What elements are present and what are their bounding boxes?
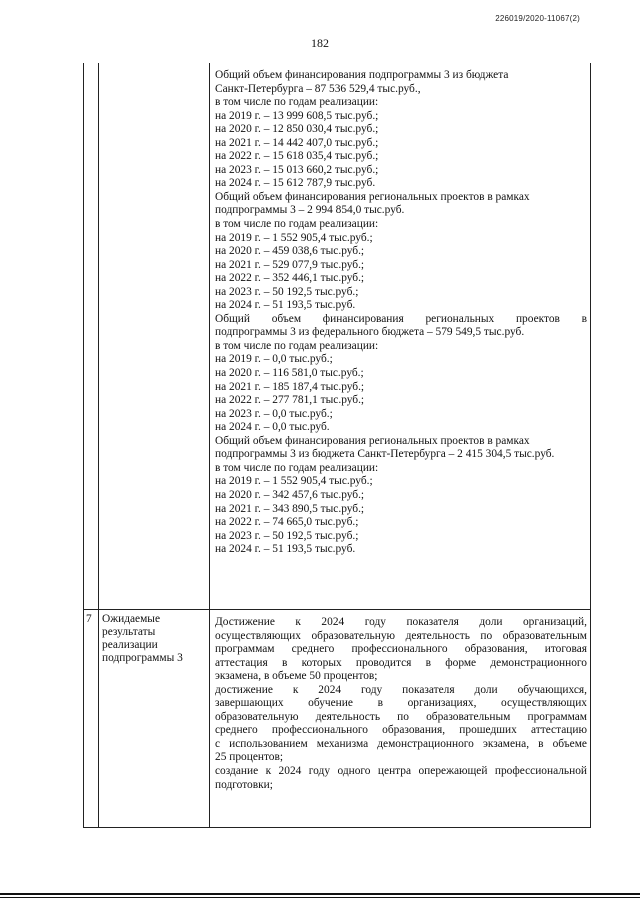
financing-line: Санкт-Петербурга – 87 536 529,4 тыс.руб.,	[215, 82, 421, 95]
financing-line: на 2024 г. – 51 193,5 тыс.руб.	[215, 543, 356, 556]
financing-line: на 2021 г. – 185 187,4 тыс.руб.;	[215, 380, 365, 393]
financing-line: подпрограммы 3 – 2 994 854,0 тыс.руб.	[215, 204, 405, 217]
results-line: с использованием механизма демонстрационного экзамена, в объеме	[215, 737, 587, 750]
table-border-bottom	[83, 827, 591, 828]
financing-line: в том числе по годам реализации:	[215, 96, 379, 109]
results-line: программам среднего профессионального образования, итоговая	[215, 643, 587, 656]
results-line: подготовки;	[215, 778, 273, 791]
results-line: аттестация в которых проводится в форме демонстрационного	[215, 656, 587, 669]
row-label: Ожидаемые результаты реализации подпрограммы 3	[102, 613, 183, 664]
financing-line: на 2023 г. – 50 192,5 тыс.руб.;	[215, 285, 359, 298]
results-line: среднего профессионального образования, прошедших аттестацию	[215, 724, 587, 737]
financing-line: на 2022 г. – 352 446,1 тыс.руб.;	[215, 272, 365, 285]
financing-line: подпрограммы 3 из федерального бюджета – 579 549,5 тыс.руб.	[215, 326, 525, 339]
row-number: 7	[86, 613, 92, 625]
results-line: Достижение к 2024 году показателя доли организаций,	[215, 616, 587, 628]
results-line: образовательную деятельность по образовательным программам	[215, 710, 587, 723]
financing-line: на 2021 г. – 529 077,9 тыс.руб.;	[215, 258, 365, 271]
financing-line: на 2019 г. – 13 999 608,5 тыс.руб.;	[215, 109, 379, 122]
page-number: 182	[311, 36, 329, 50]
financing-line: на 2024 г. – 15 612 787,9 тыс.руб.	[215, 177, 376, 190]
row-divider	[83, 609, 591, 610]
results-line: создание к 2024 году одного центра опережающей профессиональной	[215, 765, 587, 778]
financing-line: на 2020 г. – 116 581,0 тыс.руб.;	[215, 367, 364, 380]
financing-line: на 2022 г. – 277 781,1 тыс.руб.;	[215, 394, 365, 407]
financing-line: на 2020 г. – 342 457,6 тыс.руб.;	[215, 488, 365, 501]
financing-line: Общий объем финансирования региональных проектов в	[215, 312, 587, 325]
financing-line: на 2023 г. – 0,0 тыс.руб.;	[215, 407, 333, 420]
results-line: экзамена, в объеме 50 процентов;	[215, 670, 378, 683]
financing-line: на 2024 г. – 0,0 тыс.руб.	[215, 421, 330, 434]
financing-line: на 2023 г. – 15 013 660,2 тыс.руб.;	[215, 163, 379, 176]
footer-rule-thin	[0, 897, 640, 898]
financing-line: на 2019 г. – 1 552 905,4 тыс.руб.;	[215, 475, 373, 488]
table-border-right	[590, 63, 591, 828]
table-border-left	[83, 63, 84, 828]
results-cell	[215, 616, 587, 792]
footer-rule-thick	[0, 893, 640, 895]
financing-line: в том числе по годам реализации:	[215, 339, 379, 352]
results-line: завершающих обучение в организациях, осуществляющих	[215, 697, 587, 710]
results-line: достижение к 2024 году показателя доли обучающихся,	[215, 683, 587, 696]
column-divider-label	[209, 63, 210, 828]
financing-line: на 2019 г. – 1 552 905,4 тыс.руб.;	[215, 231, 373, 244]
financing-line: Общий объем финансирования региональных проектов в рамках	[215, 434, 530, 447]
results-line: осуществляющих образовательную деятельность по образовательным	[215, 629, 587, 642]
financing-line: Общий объем финансирования подпрограммы 3 из бюджета	[215, 69, 509, 81]
financing-line: на 2024 г. – 51 193,5 тыс.руб.	[215, 299, 356, 312]
financing-line: в том числе по годам реализации:	[215, 461, 379, 474]
financing-line: на 2022 г. – 74 665,0 тыс.руб.;	[215, 516, 359, 529]
financing-line: на 2023 г. – 50 192,5 тыс.руб.;	[215, 529, 359, 542]
financing-line: на 2019 г. – 0,0 тыс.руб.;	[215, 353, 333, 366]
column-divider-number	[98, 63, 99, 828]
results-line: 25 процентов;	[215, 751, 284, 764]
financing-cell	[215, 69, 587, 557]
financing-line: на 2020 г. – 459 038,6 тыс.руб.;	[215, 245, 365, 258]
financing-line: на 2021 г. – 14 442 407,0 тыс.руб.;	[215, 136, 379, 149]
financing-line: подпрограммы 3 из бюджета Санкт-Петербурга – 2 415 304,5 тыс.руб.	[215, 448, 555, 461]
financing-line: Общий объем финансирования региональных проектов в рамках	[215, 190, 530, 203]
financing-line: на 2022 г. – 15 618 035,4 тыс.руб.;	[215, 150, 379, 163]
financing-line: на 2021 г. – 343 890,5 тыс.руб.;	[215, 502, 365, 515]
financing-line: на 2020 г. – 12 850 030,4 тыс.руб.;	[215, 123, 379, 136]
document-id: 226019/2020-11067(2)	[495, 14, 580, 23]
financing-line: в том числе по годам реализации:	[215, 218, 379, 231]
